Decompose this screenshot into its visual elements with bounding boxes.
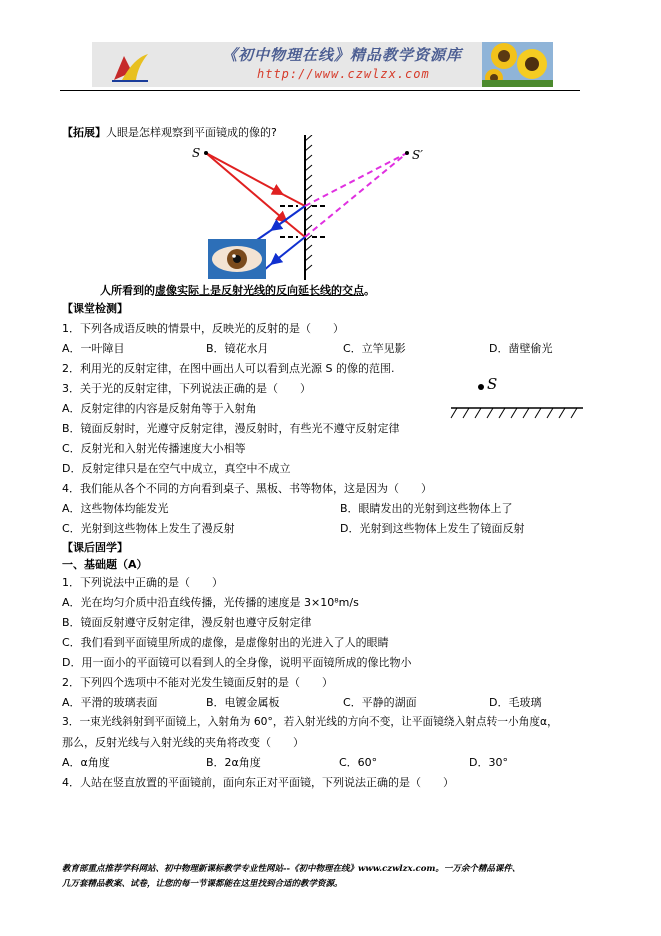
after-q2-option-c: C．平静的湖面 [343, 696, 417, 709]
after-header: 【课后固学】 [62, 541, 128, 554]
header-divider [60, 90, 580, 91]
classroom-q1-option-b: B．镜花水月 [206, 342, 269, 355]
classroom-q4-option-c: C．光射到这些物体上发生了漫反射 [62, 522, 235, 535]
footer-line-2: 几万套精品教案、试卷，让您的每一节课都能在这里找到合适的教学资源。 [62, 879, 343, 889]
banner-title: 《初中物理在线》精品教学资源库 [222, 46, 463, 64]
after-q3-option-a: A．α角度 [62, 756, 110, 769]
classroom-q1: 1．下列各成语反映的情景中，反映光的反射的是（ ） [62, 322, 344, 335]
after-q2-option-b: B．电镀金属板 [206, 696, 280, 709]
conclusion-underlined: 虚像实际上是反射光线的反向延长线的交点 [155, 284, 364, 297]
banner-url: http://www.czwlzx.com [257, 67, 430, 81]
classroom-header: 【课堂检测】 [62, 302, 128, 315]
sunflower-image [482, 42, 553, 87]
incident-ray-2 [206, 153, 288, 223]
point-s-label: S [192, 146, 201, 160]
classroom-q3: 3．关于光的反射定律，下列说法正确的是（ ） [62, 382, 311, 395]
point-s-prime-label: S′ [412, 148, 423, 162]
virtual-ray-1 [305, 153, 407, 206]
after-q3-option-c: C．60° [339, 756, 378, 769]
after-q3-line1: 3．一束光线斜射到平面镜上，入射角为 60°，若入射光线的方向不变，让平面镜绕入射点转一小角度α， [62, 715, 558, 728]
after-q2: 2．下列四个选项中不能对光发生镜面反射的是（ ） [62, 676, 333, 689]
extend-question: 人眼是怎样观察到平面镜成的像的? [106, 126, 277, 139]
after-q1-option-c: C．我们看到平面镜里所成的虚像，是虚像射出的光进入了人的眼睛 [62, 636, 389, 649]
classroom-q4-option-a: A．这些物体均能发光 [62, 502, 169, 515]
extend-conclusion [100, 282, 375, 298]
classroom-q3-option-a: A．反射定律的内容是反射角等于入射角 [62, 402, 257, 415]
after-q2-option-d: D．毛玻璃 [489, 696, 542, 709]
classroom-q2: 2．利用光的反射定律，在图中画出人可以看到点光源 S 的像的范围. [62, 362, 395, 375]
eye-image [208, 239, 266, 279]
after-basic-label: 一、基础题（A） [62, 558, 148, 571]
after-q3-line2: 那么，反射光线与入射光线的夹角将改变（ ） [62, 736, 304, 749]
after-q2-option-a: A．平滑的玻璃表面 [62, 696, 158, 709]
conclusion-prefix: 人所看到的 [100, 284, 155, 297]
after-q3-option-b: B．2α角度 [206, 756, 261, 769]
classroom-q1-option-c: C．立竿见影 [343, 342, 406, 355]
light-source-diagram [445, 370, 595, 425]
light-source-dot [478, 384, 484, 390]
classroom-q4: 4．我们能从各个不同的方向看到桌子、黑板、书等物体，这是因为（ ） [62, 482, 432, 495]
site-logo [110, 50, 150, 82]
mirror-reflection-diagram [180, 135, 450, 285]
footer-line-1: 教育部重点推荐学科网站、初中物理新课标教学专业性网站--《初中物理在线》www.czwlzx.com。一万余个精品课件、 [62, 864, 521, 874]
after-q1-option-b: B．镜面反射遵守反射定律，漫反射也遵守反射定律 [62, 616, 312, 629]
after-q1-option-d: D．用一面小的平面镜可以看到人的全身像，说明平面镜所成的像比物小 [62, 656, 412, 669]
reflected-ray-1 [270, 206, 305, 231]
classroom-q4-option-b: B．眼睛发出的光射到这些物体上了 [340, 502, 513, 515]
classroom-q3-option-b: B．镜面反射时，光遵守反射定律，漫反射时，有些光不遵守反射定律 [62, 422, 400, 435]
incident-ray-1 [206, 153, 284, 195]
light-source-label: S [487, 375, 498, 393]
classroom-q1-option-d: D．凿壁偷光 [489, 342, 553, 355]
classroom-q1-option-a: A．一叶障目 [62, 342, 125, 355]
virtual-ray-2 [305, 153, 407, 237]
after-q4: 4．人站在竖直放置的平面镜前，面向东正对平面镜，下列说法正确的是（ ） [62, 776, 454, 789]
reflected-ray-2 [270, 237, 305, 265]
point-s-prime-dot [405, 151, 409, 155]
header-banner [92, 42, 553, 87]
after-q1-option-a: A．光在均匀介质中沿直线传播，光传播的速度是 3×10⁸m/s [62, 596, 359, 609]
classroom-q3-option-d: D．反射定律只是在空气中成立，真空中不成立 [62, 462, 291, 475]
classroom-q3-option-c: C．反射光和入射光传播速度大小相等 [62, 442, 246, 455]
extend-label: 【拓展】 [62, 126, 106, 139]
after-q1: 1．下列说法中正确的是（ ） [62, 576, 223, 589]
classroom-q4-option-d: D．光射到这些物体上发生了镜面反射 [340, 522, 525, 535]
after-q3-option-d: D．30° [469, 756, 508, 769]
conclusion-suffix: 。 [364, 284, 375, 297]
point-s-dot [204, 151, 208, 155]
